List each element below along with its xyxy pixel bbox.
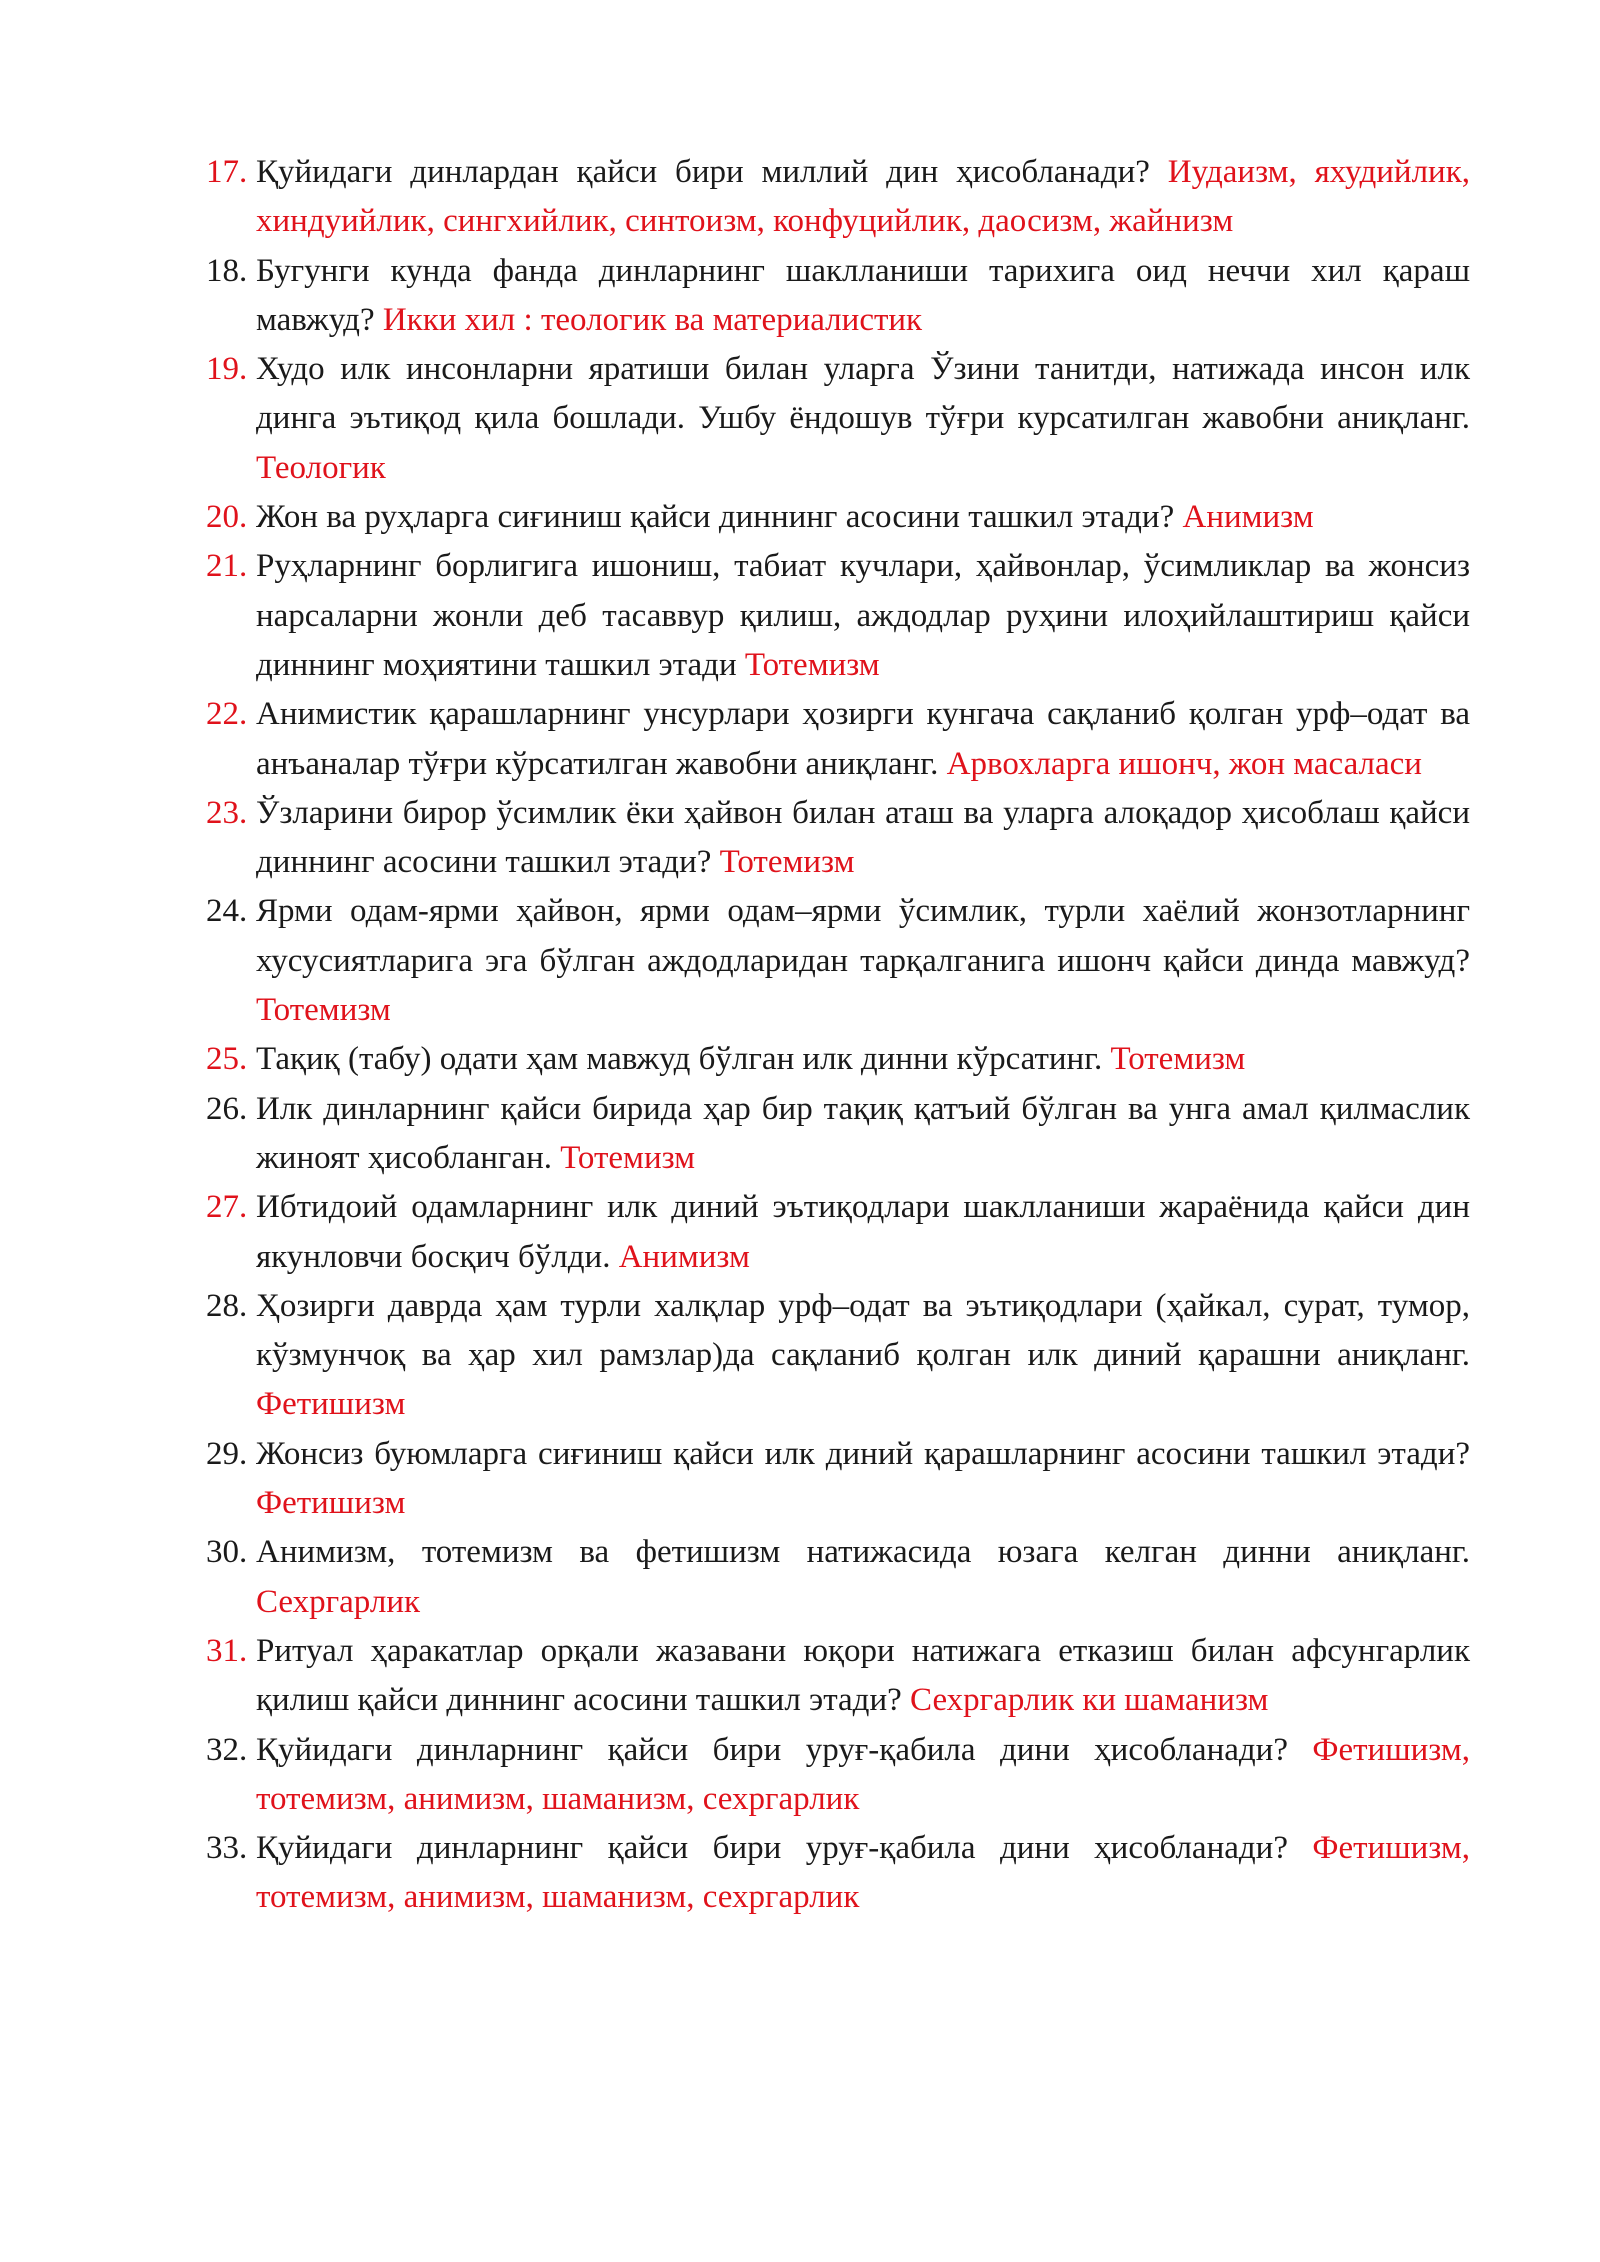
- question-item: [206, 1282, 1470, 1430]
- question-list: [206, 148, 1470, 1923]
- question-text: Илк динларнинг қайси бирида ҳар бир тақиқ қатъий бўлган ва унга амал қилмаслик жиноят ҳисобланган.: [256, 1090, 1470, 1176]
- question-number: 17.: [206, 154, 248, 190]
- question-number: 31.: [206, 1632, 248, 1669]
- answer-text: Теологик: [256, 449, 386, 486]
- question-item: [206, 789, 1470, 888]
- question-item: [206, 542, 1470, 690]
- question-item: [206, 148, 1470, 247]
- question-item: [206, 493, 1470, 542]
- answer-text: Икки хил : теологик ва материалистик: [382, 301, 923, 338]
- question-text: Жон ва руҳларга сиғиниш қайси диннинг асосини ташкил этади?: [256, 499, 1183, 536]
- question-number: 33.: [206, 1830, 248, 1867]
- question-item: [206, 1726, 1470, 1825]
- answer-text: Тотемизм: [719, 844, 855, 881]
- question-number: 29.: [206, 1435, 248, 1472]
- question-text: Қуйидаги динлардан қайси бири миллий дин ҳисобланади?: [256, 154, 1168, 190]
- question-text: Ҳозирги даврда ҳам турли халқлар урф–одат ва эътиқодлари (ҳайкал, сурат, тумор, кўзмунчоқ ва ҳар хил рамзлар)да сақланиб қолган илк диний қарашни аниқланг.: [256, 1287, 1470, 1374]
- question-text: Худо илк инсонларни яратиши билан уларга Ўзини танитди, натижада инсон илк динга эътиқод қила бошлади. Ушбу ёндошув тўғри курсатилган жавобни аниқланг.: [256, 351, 1470, 437]
- answer-text: Фетишизм, тотемизм, анимизм, шаманизм, сехргарлик: [256, 1830, 1470, 1916]
- question-number: 32.: [206, 1731, 248, 1768]
- question-item: [206, 690, 1470, 789]
- question-item: [206, 887, 1470, 1035]
- question-text: Тақиқ (табу) одати ҳам мавжуд бўлган илк динни кўрсатинг.: [256, 1041, 1111, 1078]
- answer-text: Тотемизм: [744, 646, 880, 683]
- question-text: Анимистик қарашларнинг унсурлари ҳозирги кунгача сақланиб қолган урф–одат ва анъаналар тўғри кўрсатилган жавобни аниқланг.: [256, 696, 1470, 782]
- question-item: [206, 1627, 1470, 1726]
- answer-text: Анимизм: [1182, 499, 1314, 536]
- question-number: 23.: [206, 794, 248, 831]
- question-number: 18.: [206, 252, 248, 289]
- answer-text: Иудаизм, яхудийлик, хиндуийлик, сингхийлик, синтоизм, конфуцийлик, даосизм, жайнизм: [256, 154, 1470, 240]
- question-number: 28.: [206, 1287, 248, 1324]
- question-number: 25.: [206, 1041, 248, 1078]
- question-text: Руҳларнинг борлигига ишониш, табиат кучлари, ҳайвонлар, ўсимликлар ва жонсиз нарсаларни жонли деб тасаввур қилиш, аждодлар руҳини илоҳийлаштириш қайси диннинг моҳиятини ташкил этади: [256, 548, 1470, 683]
- question-number: 26.: [206, 1090, 248, 1127]
- question-item: [206, 1430, 1470, 1529]
- question-number: 22.: [206, 696, 248, 733]
- answer-text: Сехргарлик ки шаманизм: [910, 1682, 1269, 1719]
- question-number: 19.: [206, 351, 248, 388]
- question-item: [206, 1824, 1470, 1923]
- answer-text: Тотемизм: [560, 1139, 696, 1176]
- answer-text: Тотемизм: [1110, 1041, 1246, 1078]
- question-text: Ибтидоий одамларнинг илк диний эътиқодлари шаклланиши жараёнида қайси дин якунловчи босқич бўлди.: [256, 1189, 1470, 1275]
- question-number: 24.: [206, 893, 248, 930]
- question-text: Жонсиз буюмларга сиғиниш қайси илк диний қарашларнинг асосини ташкил этади?: [256, 1435, 1470, 1472]
- question-number: 30.: [206, 1534, 248, 1571]
- question-item: [206, 247, 1470, 346]
- answer-text: Анимизм: [618, 1238, 750, 1275]
- question-item: [206, 345, 1470, 493]
- question-item: [206, 1528, 1470, 1627]
- question-item: [206, 1085, 1470, 1184]
- question-number: 20.: [206, 499, 248, 536]
- question-text: Ритуал ҳаракатлар орқали жазавани юқори натижага етказиш билан афсунгарлик қилиш қайси диннинг асосини ташкил этади?: [256, 1632, 1470, 1719]
- question-text: Анимизм, тотемизм ва фетишизм натижасида юзага келган динни аниқланг.: [256, 1534, 1470, 1571]
- question-text: Бугунги кунда фанда динларнинг шаклланиши тарихига оид неччи хил қараш мавжуд?: [256, 252, 1470, 338]
- question-text: Ярми одам-ярми ҳайвон, ярми одам–ярми ўсимлик, турли хаёлий жонзотларнинг хусусиятларига эга бўлган аждодларидан тарқалганига ишонч қайси динда мавжуд?: [256, 893, 1470, 979]
- question-number: 27.: [206, 1189, 248, 1226]
- question-item: [206, 1035, 1470, 1084]
- answer-text: Сехргарлик: [256, 1583, 421, 1620]
- answer-text: Фетишизм: [256, 1386, 406, 1423]
- answer-text: Фетишизм, тотемизм, анимизм, шаманизм, сехргарлик: [256, 1731, 1470, 1817]
- question-item: [206, 1183, 1470, 1282]
- question-text: Ўзларини бирор ўсимлик ёки ҳайвон билан аташ ва уларга алоқадор ҳисоблаш қайси диннинг асосини ташкил этади?: [256, 794, 1470, 881]
- question-text: Қуйидаги динларнинг қайси бири уруғ-қабила дини ҳисобланади?: [256, 1830, 1313, 1867]
- answer-text: Тотемизм: [256, 992, 391, 1029]
- question-text: Қуйидаги динларнинг қайси бири уруғ-қабила дини ҳисобланади?: [256, 1731, 1313, 1768]
- answer-text: Фетишизм: [256, 1485, 406, 1522]
- answer-text: Арвохларга ишонч, жон масаласи: [946, 745, 1422, 782]
- question-number: 21.: [206, 548, 248, 585]
